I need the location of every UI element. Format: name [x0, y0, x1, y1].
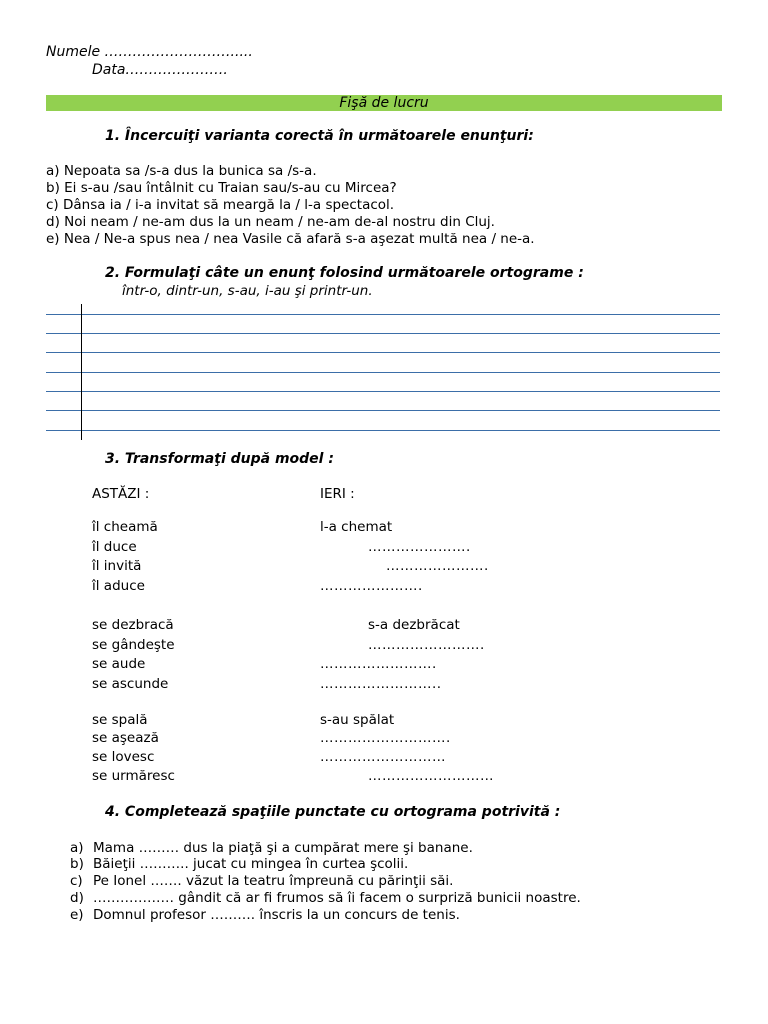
item-label: a) — [70, 840, 84, 856]
answer-blank[interactable]: ………………………. — [320, 730, 451, 746]
fill-in-sentence[interactable]: Mama ……… dus la piaţă şi a cumpărat mere şi banane. — [93, 840, 473, 856]
fill-in-sentence[interactable]: Domnul profesor ………. înscris la un concurs de tenis. — [93, 907, 460, 923]
verb-left: se ascunde — [92, 676, 169, 692]
verb-left: se aşează — [92, 730, 159, 746]
model-left: se dezbracă — [92, 617, 174, 633]
exercise-1-item: a) Nepoata sa /s-a dus la bunica sa /s-a. — [46, 163, 317, 179]
model-right: l-a chemat — [320, 519, 393, 535]
date-line: Data…………………. — [92, 62, 228, 78]
verb-left: îl aduce — [92, 578, 145, 594]
answer-blank[interactable]: …………………. — [386, 558, 489, 574]
verb-left: se gândeşte — [92, 637, 175, 653]
exercise-2-subtitle: într-o, dintr-un, s-au, i-au şi printr-un. — [122, 283, 373, 299]
answer-blank[interactable]: …………………. — [368, 539, 471, 555]
item-label: b) — [70, 856, 84, 872]
verb-left: se urmăresc — [92, 768, 175, 784]
exercise-1-item: b) Ei s-au /sau întâlnit cu Traian sau/s-au cu Mircea? — [46, 180, 397, 196]
exercise-2-title: 2. Formulaţi câte un enunţ folosind următoarele ortograme : — [105, 265, 584, 281]
column-header-yesterday: IERI : — [320, 486, 355, 502]
writing-line — [46, 391, 720, 392]
column-header-today: ASTĂZI : — [92, 486, 150, 502]
writing-line — [46, 314, 720, 315]
verb-left: îl invită — [92, 558, 142, 574]
answer-blank[interactable]: …………………. — [320, 578, 423, 594]
exercise-4-title: 4. Completează spaţiile punctate cu ortograma potrivită : — [105, 804, 561, 820]
margin-line — [81, 304, 82, 440]
exercise-1-item: e) Nea / Ne-a spus nea / nea Vasile că afară s-a aşezat multă nea / ne-a. — [46, 231, 535, 247]
name-line: Numele ………………………..... — [46, 44, 253, 60]
exercise-1-item: c) Dânsa ia / i-a invitat să meargă la / l-a spectacol. — [46, 197, 395, 213]
writing-line — [46, 372, 720, 373]
verb-left: se aude — [92, 656, 146, 672]
model-right: s-a dezbrăcat — [368, 617, 460, 633]
writing-line — [46, 430, 720, 431]
fill-in-sentence[interactable]: Pe Ionel ……. văzut la teatru împreună cu părinţii săi. — [93, 873, 454, 889]
writing-line — [46, 410, 720, 411]
answer-blank[interactable]: …………………….. — [320, 676, 442, 692]
exercise-1-title: 1. Încercuiţi varianta corectă în următoarele enunţuri: — [105, 128, 534, 144]
exercise-1-item: d) Noi neam / ne-am dus la un neam / ne-am de-al nostru din Cluj. — [46, 214, 495, 230]
item-label: e) — [70, 907, 84, 923]
answer-blank[interactable]: ……………………. — [320, 656, 437, 672]
answer-blank[interactable]: ……………………… — [320, 749, 446, 765]
item-label: d) — [70, 890, 84, 906]
model-left: îl cheamă — [92, 519, 158, 535]
answer-blank[interactable]: ……………………… — [368, 768, 494, 784]
fill-in-sentence[interactable]: ……………… gândit că ar fi frumos să îi facem o surpriză bunicii noastre. — [93, 890, 581, 906]
writing-line — [46, 352, 720, 353]
answer-blank[interactable]: ……………………. — [368, 637, 485, 653]
model-right: s-au spălat — [320, 712, 395, 728]
model-left: se spală — [92, 712, 148, 728]
item-label: c) — [70, 873, 83, 889]
verb-left: îl duce — [92, 539, 137, 555]
fill-in-sentence[interactable]: Băieţii ……….. jucat cu mingea în curtea şcolii. — [93, 856, 409, 872]
verb-left: se lovesc — [92, 749, 155, 765]
exercise-3-title: 3. Transformaţi după model : — [105, 451, 334, 467]
worksheet-title-banner: Fişă de lucru — [46, 95, 722, 111]
writing-line — [46, 333, 720, 334]
